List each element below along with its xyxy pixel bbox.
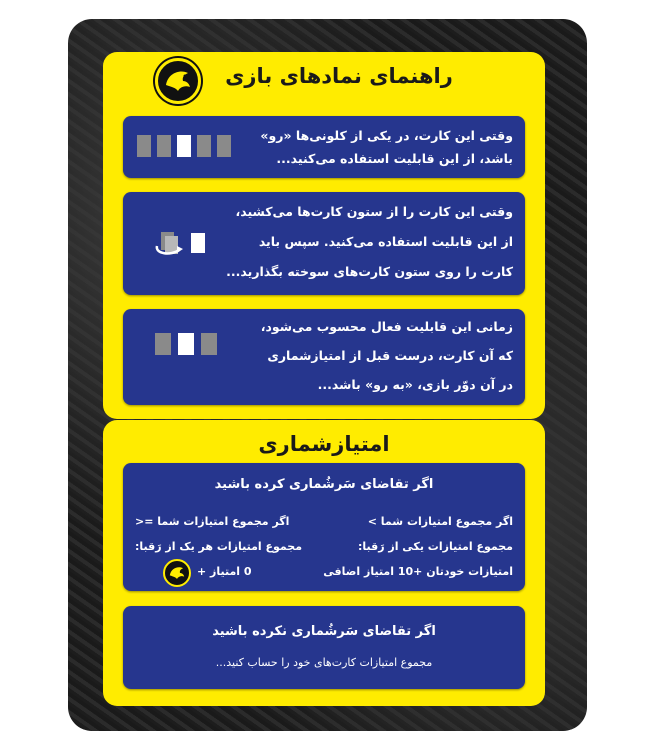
symbol-1-line-1: وقتی این کارت، در یکی از کلونی‌ها «رو» (260, 128, 513, 143)
symbol-box-draw (123, 192, 525, 295)
census-not-requested-box (123, 606, 525, 689)
scoring-title: امتیازشماری (258, 432, 390, 456)
symbol-2-line-2: از این قابلیت استفاده می‌کنید. سپس باید (258, 234, 513, 249)
case1-left-1: اگر مجموع امتیازات شما =< (135, 515, 290, 528)
symbols-title: راهنمای نمادهای بازی (225, 64, 453, 88)
symbol-box-scoring (123, 309, 525, 405)
case1-right-2: مجموع امتیازات یکی از رَقبا: (357, 540, 513, 553)
discard-card-icon (153, 228, 217, 258)
symbol-box-face-up (123, 116, 525, 178)
symbol-3-line-2: که آن کارت، درست قبل از امتیازشماری (267, 348, 513, 363)
case1-right-3: امتیازات خودتان +10 امتیاز اضافی (323, 565, 513, 578)
symbol-2-line-3: کارت را روی ستون کارت‌های سوخته بگذارید... (226, 264, 513, 279)
symbol-3-line-3: در آن دوّر بازی، «به رو» باشد... (317, 377, 513, 392)
case1-left-3: 0 امتیاز + (197, 565, 252, 578)
scoring-panel (103, 420, 545, 706)
case1-heading: اگر تقاضای سَرشُماری کرده باشید (214, 477, 434, 492)
symbol-2-line-1: وقتی این کارت را از ستون کارت‌ها می‌کشید، (235, 204, 513, 219)
case1-left-2: مجموع امتیازات هر یک از رَقبا: (135, 540, 303, 553)
symbol-3-line-1: زمانی این قابلیت فعال محسوب می‌شود، (260, 319, 513, 334)
case1-right-1: اگر مجموع امتیازات شما > (367, 515, 513, 528)
case2-heading: اگر تقاضای سَرشُماری نکرده باشید (212, 624, 436, 639)
census-requested-box (123, 463, 525, 591)
dragon-coin-icon (163, 559, 191, 587)
symbols-panel (103, 52, 545, 419)
symbol-1-line-2: باشد، از این قابلیت استفاده می‌کنید... (276, 151, 513, 166)
rules-card (68, 19, 587, 731)
case2-body: مجموع امتیازات کارت‌های خود را حساب کنید... (215, 656, 433, 669)
